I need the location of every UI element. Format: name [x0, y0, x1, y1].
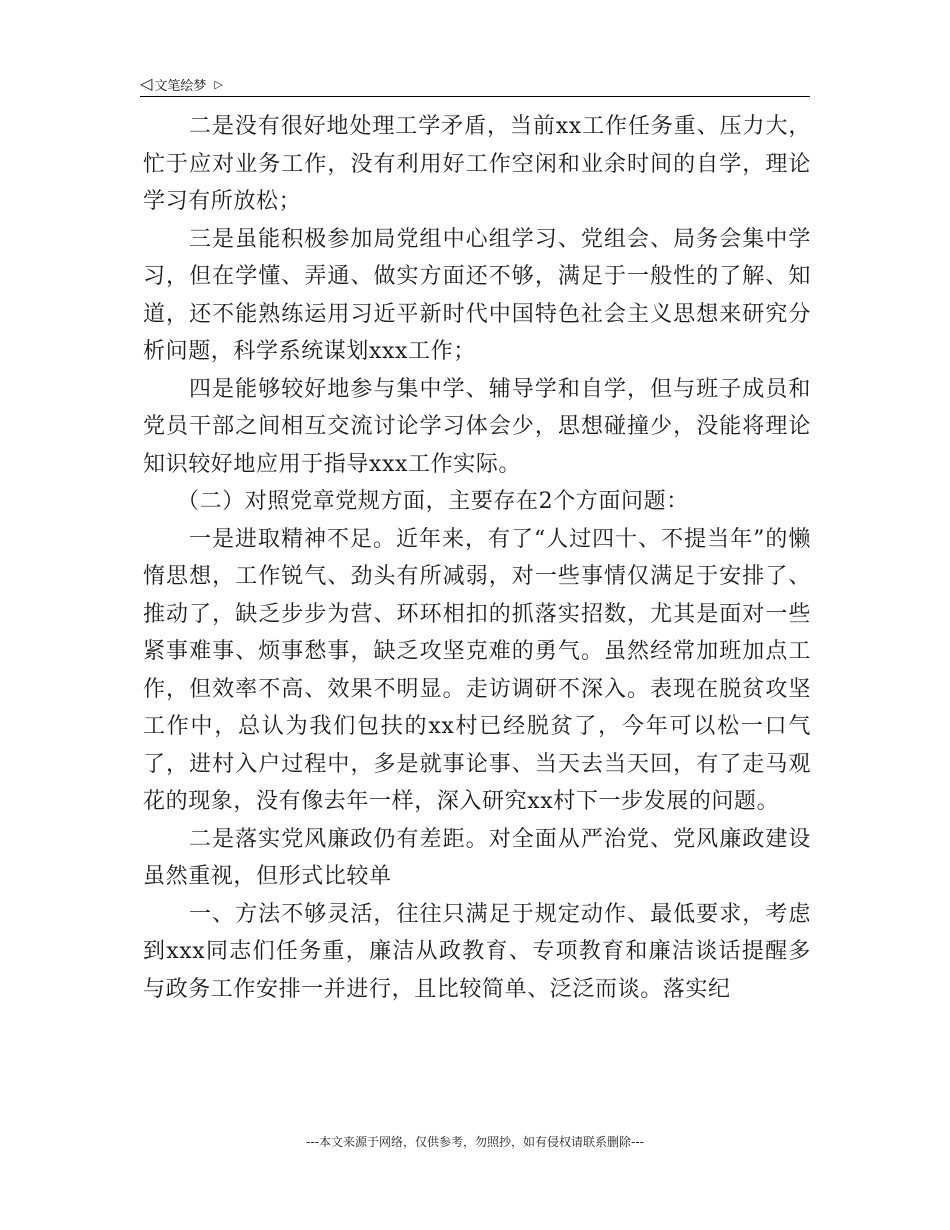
paragraph-method: 一、方法不够灵活，往往只满足于规定动作、最低要求，考虑到xxx同志们任务重，廉洁从政教育、专项教育和廉洁谈话提醒多与政务工作安排一并进行，且比较简单、泛泛而谈。落实纪 — [143, 901, 811, 1002]
paragraph-study-exchange: 四是能够较好地参与集中学、辅导学和自学，但与班子成员和党员干部之间相互交流讨论学习体会少，思想碰撞少，没能将理论知识较好地应用于指导xxx工作实际。 — [143, 376, 811, 477]
section-heading: （二）对照党章党规方面，主要存在2个方面问题： — [177, 489, 689, 514]
header-title: 文笔绘梦 — [154, 78, 207, 94]
page-header — [140, 72, 810, 97]
triangle-left-icon: ◁ — [140, 74, 153, 93]
paragraph-clean-governance: 二是落实党风廉政仍有差距。对全面从严治党、党风廉政建设虽然重视，但形式比较单 — [143, 826, 811, 889]
document-body — [143, 108, 811, 1008]
triangle-right-icon: ▷ — [214, 77, 223, 91]
paragraph-enterprising-spirit: 一是进取精神不足。近年来，有了“人过四十、不提当年”的懒惰思想，工作锐气、劲头有所减弱，对一些事情仅满足于安排了、推动了，缺乏步步为营、环环相扣的抓落实招数，尤其是面对一些紧事难事、烦事愁事，缺乏攻坚克难的勇气。虽然经常加班加点工作，但效率不高、效果不明显。走访调研不深入。表现在脱贫攻坚工作中，总认为我们包扶的xx村已经脱贫了，今年可以松一口气了，进村入户过程中，多是就事论事、当天去当天回，有了走马观花的现象，没有像去年一样，深入研究xx村下一步发展的问题。 — [143, 526, 811, 814]
paragraph-study-conflict: 二是没有很好地处理工学矛盾，当前xx工作任务重、压力大，忙于应对业务工作，没有利用好工作空闲和业余时间的自学，理论学习有所放松； — [143, 114, 811, 214]
page-footer: ---本文来源于网络，仅供参考，勿照抄，如有侵权请联系删除--- — [306, 1135, 644, 1149]
paragraph-study-depth: 三是虽能积极参加局党组中心组学习、党组会、局务会集中学习，但在学懂、弄通、做实方面还不够，满足于一般性的了解、知道，还不能熟练运用习近平新时代中国特色社会主义思想来研究分析问题，科学系统谋划xxx工作； — [143, 226, 811, 364]
